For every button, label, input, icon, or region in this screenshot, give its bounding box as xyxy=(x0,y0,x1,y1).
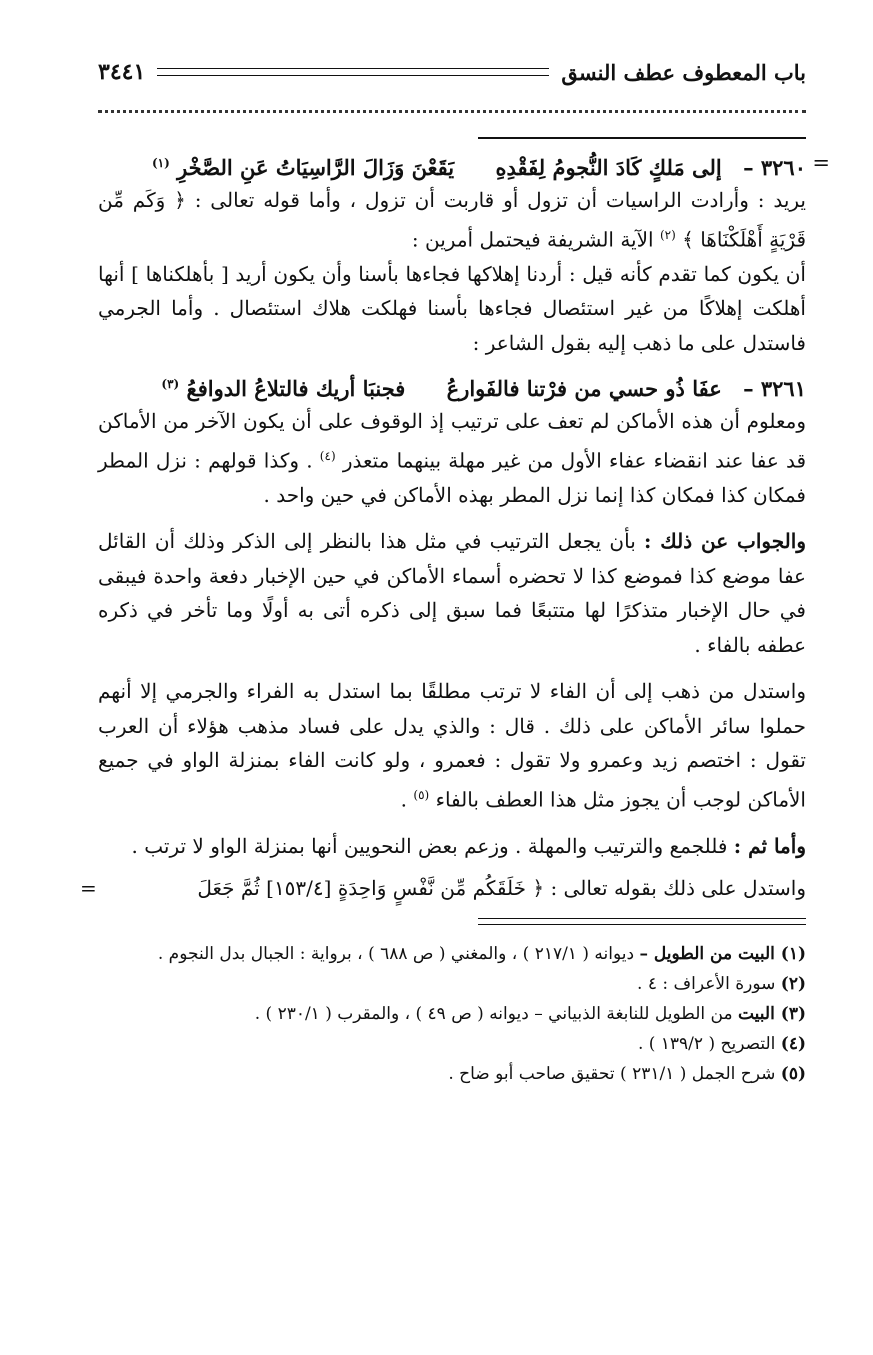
footnote-text: من الطويل للنابغة الذبياني – ديوانه ( ص ٤٩ ) ، والمقرب ( ٢٣٠/١ ) . xyxy=(254,1003,738,1024)
page-number: ٣٤٤١ xyxy=(98,59,146,85)
paragraph-text: واستدل على ذلك بقوله تعالى : ﴿ خَلَقَكُم مِّن نَّفْسٍ وَاحِدَةٍ [١٥٣/٤] ثُمَّ جَعَلَ xyxy=(197,876,806,901)
footnote-ref: (٢) xyxy=(659,227,676,242)
footnote-lead: (١) البيت من الطويل – xyxy=(639,943,806,964)
footnote-text: ديوانه ( ٢١٧/١ ) ، والمغني ( ص ٦٨٨ ) ، برواية : الجبال بدل النجوم . xyxy=(157,943,640,964)
verse-hemistich-2: فجنبَا أريك فالتلاعُ الدوافعُ xyxy=(186,376,406,402)
running-header xyxy=(98,52,806,92)
chapter-title: باب المعطوف عطف النسق xyxy=(561,59,806,85)
continuation-marker: = xyxy=(812,151,830,175)
footnote-text: التصريح ( ١٣٩/٢ ) . xyxy=(637,1033,781,1054)
footnote-ref: (١) xyxy=(151,156,170,170)
footnote xyxy=(98,1059,806,1089)
paragraph-text: بأن يجعل الترتيب في مثل هذا بالنظر إلى الذكر وذلك أن القائل عفا موضع كذا فموضع كذا لا تحضره أسماء الأماكن في حين الإخبار دفعة واحدة فيبقى في حال الإخبار متذكرًا لها متتبعًا فما سبق إلى ذكره أتى به أولًا وما تأخر في ذكره عطفه بالفاء . xyxy=(98,529,806,657)
verse-number: ٣٢٦٠ – xyxy=(743,155,806,180)
paragraph-text: واستدل من ذهب إلى أن الفاء لا ترتب مطلقًا بما استدل به الفراء والجرمي إلا أنهم حملوا سائر الأماكن على ذلك . قال : والذي يدل على فساد مذهب هؤلاء أن العرب تقول : اختصم زيد وعمرو ولا تقول : فعمرو ، ولو كانت الفاء بمنزلة الواو في جميع الأماكن لوجب أن يجوز مثل هذا العطف بالفاء xyxy=(98,679,806,812)
footnote-lead: (٣) البيت xyxy=(737,1003,806,1024)
paragraph-text: . وكذا قولهم : نزل المطر فمكان كذا فمكان كذا إنما نزل المطر بهذه الأماكن في حين واحد . xyxy=(98,448,806,507)
paragraph-text: فللجمع والترتيب والمهلة . وزعم بعض النحويين أنها بمنزلة الواو لا ترتب . xyxy=(131,833,734,858)
footnote xyxy=(98,1029,806,1059)
verse-3261 xyxy=(98,364,806,404)
paragraph-text: يريد : وأرادت الراسيات أن تزول أو قاربت أن تزول ، وأما قوله تعالى : ﴿ وَكَم مِّن قَرْيَةٍ أَهْلَكْنَاهَا ﴾ xyxy=(98,188,807,252)
footnote-ref: (٥) xyxy=(413,787,430,802)
footnotes xyxy=(98,939,806,1089)
continued-line xyxy=(80,871,806,906)
footnote-lead: (٢) xyxy=(780,973,806,994)
footnote xyxy=(98,999,806,1029)
paragraph xyxy=(98,829,806,864)
verse-number: ٣٢٦١ – xyxy=(743,376,806,402)
short-rule xyxy=(478,137,806,139)
footnote-text: سورة الأعراف : ٤ . xyxy=(637,973,781,994)
footnote-lead: (٤) xyxy=(780,1033,806,1054)
verse-3260 xyxy=(98,143,830,183)
paragraph xyxy=(98,524,806,662)
verse-hemistich-2: يَقَعْنَ وَزَالَ الرَّاسِيَاتُ عَنِ الصَّخْرِ xyxy=(177,155,455,180)
book-page xyxy=(80,52,830,1089)
paragraph-text: ومعلوم أن هذه الأماكن لم تعف على ترتيب إذ الوقوف على أن يكون الآخر من الأماكن قد عفا عند انقضاء عفاء الأول من غير مهلة بينهما متعذر xyxy=(98,409,807,473)
footnote-ref: (٣) xyxy=(161,377,180,392)
paragraph-text: . xyxy=(400,787,414,812)
footnote-ref: (٤) xyxy=(319,448,336,463)
footnote xyxy=(98,939,806,969)
dotted-separator xyxy=(98,110,806,113)
footnote-lead: (٥) xyxy=(780,1063,806,1084)
paragraph-lead: والجواب عن ذلك : xyxy=(644,529,806,554)
paragraph-text: الآية الشريفة فيحتمل أمرين : xyxy=(411,227,660,252)
paragraph xyxy=(98,183,806,257)
continuation-marker: = xyxy=(80,876,97,901)
paragraph xyxy=(98,257,806,361)
paragraph-text: أن يكون كما تقدم كأنه قيل : أردنا إهلاكها فجاءها بأسنا وأن يكون أريد [ بأهلكناها ] أنها أهلكت إهلاكًا من غير استئصال فجاءها بأسنا فهلكت هلاك استئصال . وأما الجرمي فاستدل على ما ذهب إليه بقول الشاعر : xyxy=(98,261,806,355)
footnote xyxy=(98,969,806,999)
footnote-rule xyxy=(478,918,806,925)
verse-hemistich-1: إلى مَلكٍ كَادَ النُّجومُ لِفَقْدِهِ xyxy=(495,155,722,180)
paragraph-lead: وأما ثم : xyxy=(733,833,806,858)
header-rule xyxy=(157,68,549,76)
verse-hemistich-1: عفَا ذُو حسي من فرْتنا فالفَوارعُ xyxy=(446,376,722,402)
paragraph xyxy=(98,404,806,512)
paragraph xyxy=(98,674,806,817)
footnote-text: شرح الجمل ( ٢٣١/١ ) تحقيق صاحب أبو ضاح . xyxy=(448,1063,781,1084)
